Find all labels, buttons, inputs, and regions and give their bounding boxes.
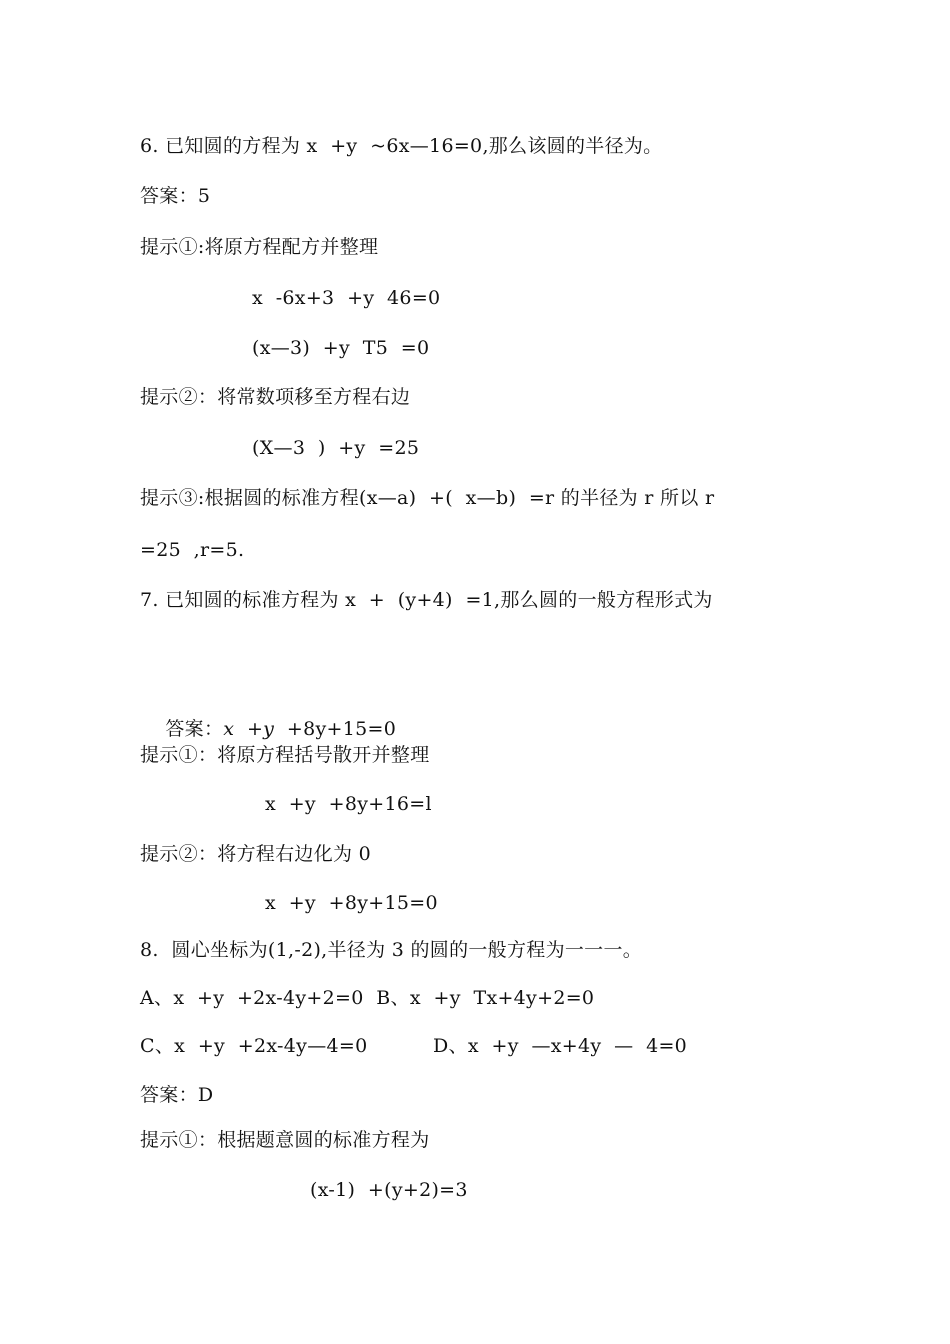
question-8-option-d: D、x +y —x+4y — 4=0	[433, 1035, 688, 1057]
question-8: 8. 圆心坐标为(1,-2),半径为 3 的圆的一般方程为一一一。	[140, 939, 643, 961]
question-6-hint-2: 提示②：将常数项移至方程右边	[140, 386, 411, 408]
question-6: 6. 已知圆的方程为 x +y ~6x—16=0,那么该圆的半径为。	[140, 135, 663, 157]
question-7-equation-2: x +y +8y+15=0	[265, 892, 438, 914]
question-7-hint-1: 提示①：将原方程括号散开并整理	[140, 744, 430, 766]
question-8-hint-1: 提示①：根据题意圆的标准方程为	[140, 1129, 430, 1151]
question-6-hint-3-continued: =25 ,r=5.	[140, 539, 245, 561]
question-8-option-c: C、x +y +2x-4y—4=0	[140, 1035, 368, 1057]
question-6-hint-3: 提示③:根据圆的标准方程(x—a) +( x—b) =r 的半径为 r 所以 r	[140, 487, 715, 509]
answer-italic-part: x +y	[223, 718, 275, 740]
question-7: 7. 已知圆的标准方程为 x + (y+4) =1,那么圆的一般方程形式为	[140, 589, 713, 611]
question-8-options-a-b: A、x +y +2x-4y+2=0 B、x +y Tx+4y+2=0	[140, 987, 595, 1009]
question-6-equation-2: (x—3) +y T5 =0	[252, 337, 430, 359]
answer-label: 答案：	[165, 718, 224, 740]
question-7-hint-2: 提示②：将方程右边化为 0	[140, 843, 372, 865]
question-6-hint-1: 提示①:将原方程配方并整理	[140, 236, 379, 258]
question-8-answer: 答案：D	[140, 1084, 214, 1106]
question-6-answer: 答案：5	[140, 185, 211, 207]
question-6-equation-1: x -6x+3 +y 46=0	[252, 287, 441, 309]
question-6-equation-3: (X—3 ) +y =25	[252, 437, 420, 459]
question-8-equation-1: (x-1) +(y+2)=3	[310, 1179, 468, 1201]
answer-rest: +8y+15=0	[286, 718, 397, 740]
question-7-equation-1: x +y +8y+16=l	[265, 793, 432, 815]
